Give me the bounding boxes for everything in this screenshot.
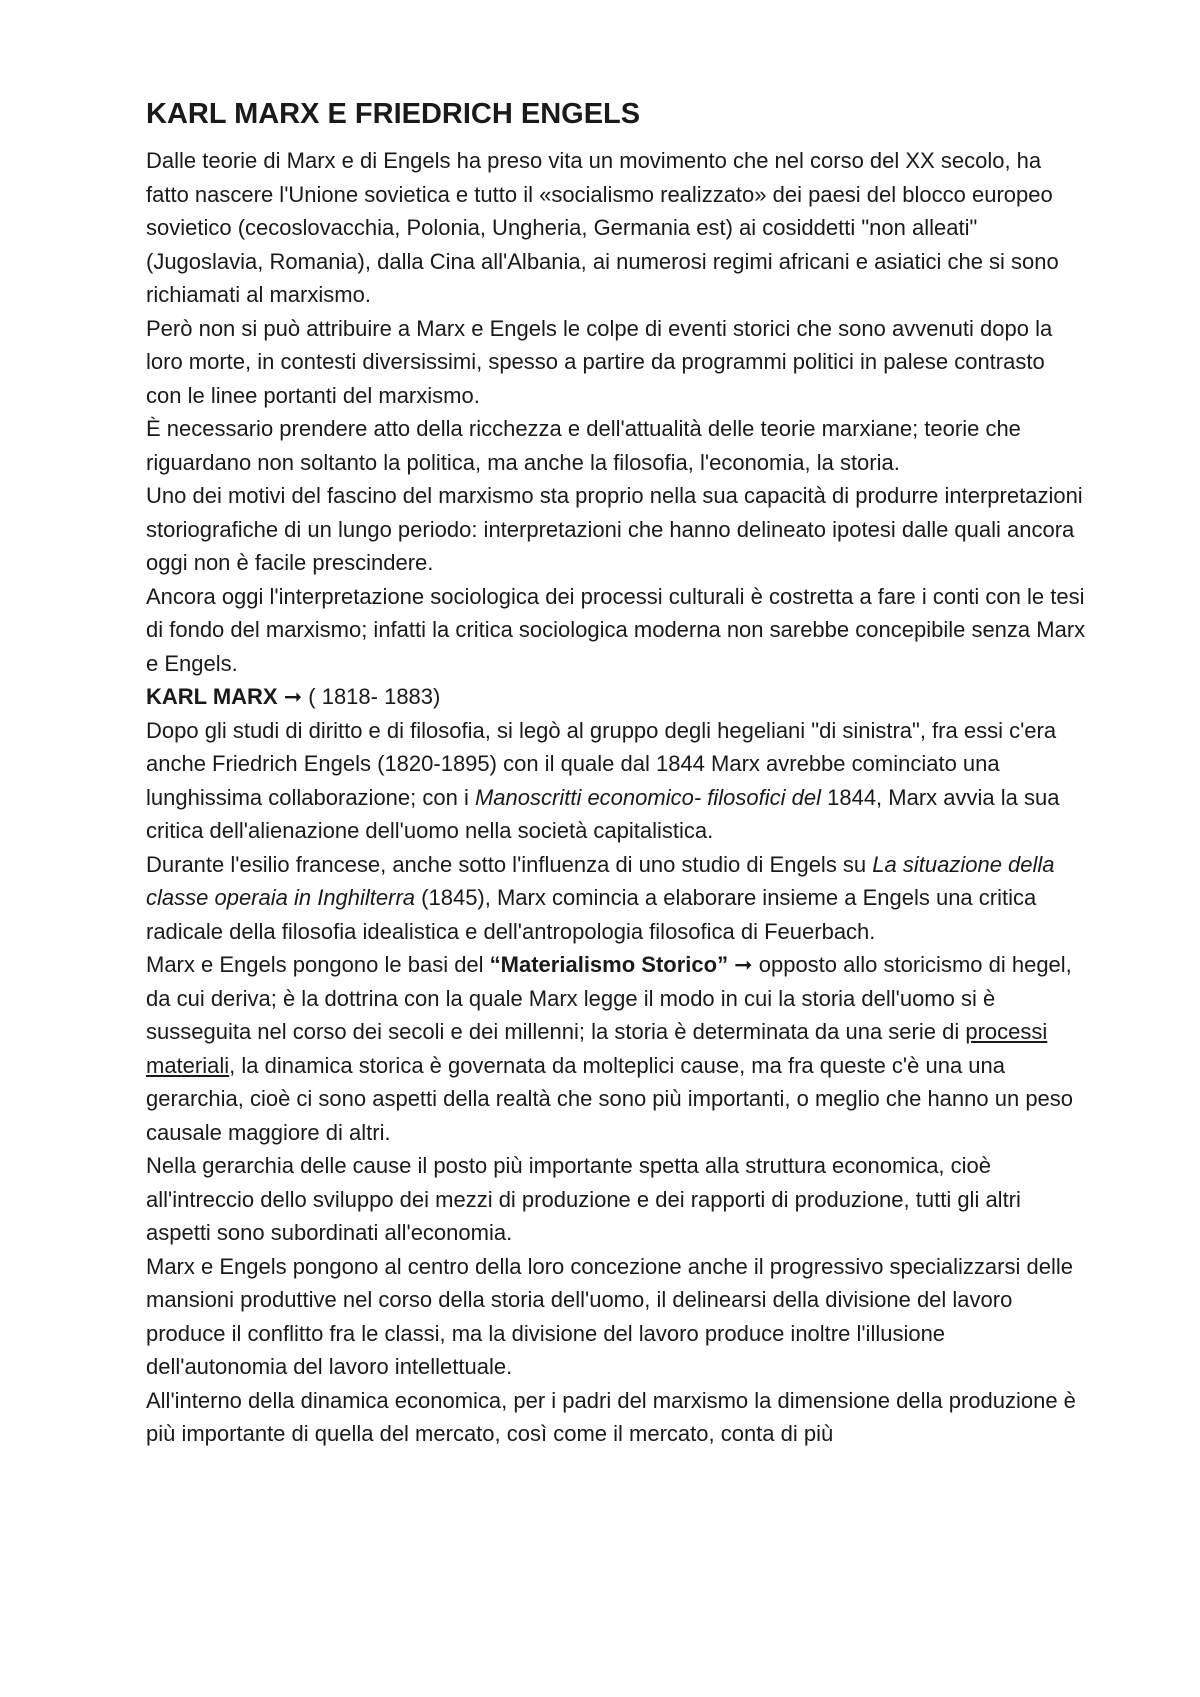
document-page bbox=[146, 92, 1086, 1451]
marx-dates: ( 1818- 1883) bbox=[302, 684, 441, 709]
paragraph-responsibility: Però non si può attribuire a Marx e Engels le colpe di eventi storici che sono avvenuti dopo la loro morte, in contesti diversissimi, spesso a partire da programmi politici in palese contrasto con le linee portanti del marxismo. bbox=[146, 315, 1053, 408]
document-title: KARL MARX E FRIEDRICH ENGELS bbox=[146, 98, 641, 130]
paragraph-production: All'interno della dinamica economica, per i padri del marxismo la dimensione della produzione è più importante di quella del mercato, così come il mercato, conta di più bbox=[146, 1387, 1076, 1446]
arrow-icon: ➞ bbox=[728, 952, 759, 977]
paragraph-intro: Dalle teorie di Marx e di Engels ha preso vita un movimento che nel corso del XX secolo, ha fatto nascere l'Unione sovietica e tutto il «socialismo realizzato» dei paesi del blocco europeo sovietico (cecoslovacchia, Polonia, Ungheria, Germania est) ai cosiddetti "non alleati" (Jugoslavia, Romania), dalla Cina all'Albania, ai numerosi regimi africani e asiatici che si sono richiamati al marxismo. bbox=[146, 148, 1059, 307]
paragraph-fascination: Uno dei motivi del fascino del marxismo sta proprio nella sua capacità di produrre interpretazioni storiografiche di un lungo periodo: interpretazioni che hanno delineato ipotesi dalle quali ancora oggi non è facile prescindere. bbox=[146, 483, 1083, 575]
manuscripts-title: Manoscritti economico- filosofici del bbox=[474, 784, 821, 810]
paragraph-exile-part1: Durante l'esilio francese, anche sotto l'influenza di uno studio di Engels su bbox=[146, 851, 873, 877]
paragraph-exile-part2: (1845), Marx comincia a elaborare insieme a Engels una critica radicale della filosofia idealistica e dell'antropologia filosofica di Feuerbach. bbox=[146, 885, 1037, 944]
paragraph-sociology: Ancora oggi l'interpretazione sociologica dei processi culturali è costretta a fare i conti con le tesi di fondo del marxismo; infatti la critica sociologica moderna non sarebbe concepibile senza Marx e Engels. bbox=[146, 583, 1086, 676]
paragraph-richness: È necessario prendere atto della ricchezza e dell'attualità delle teorie marxiane; teorie che riguardano non soltanto la politica, ma anche la filosofia, l'economia, la storia. bbox=[146, 416, 1021, 475]
paragraph-studies bbox=[146, 714, 1086, 848]
paragraph-materialism-part2: opposto allo storicismo di hegel, da cui deriva; è la dottrina con la quale Marx legge il modo in cui la storia dell'uomo si è susseguita nel corso dei secoli e dei millenni; la storia è determinata da una serie di bbox=[146, 952, 1072, 1044]
arrow-icon: ➞ bbox=[283, 684, 303, 709]
historical-materialism-term: “Materialismo Storico” bbox=[489, 952, 729, 977]
paragraph-materialism-part1: Marx e Engels pongono le basi del bbox=[146, 952, 490, 977]
marx-section-heading bbox=[146, 680, 1086, 714]
paragraph-economic-structure: Nella gerarchia delle cause il posto più importante spetta alla struttura economica, cioè all'intreccio dello sviluppo dei mezzi di produzione e dei rapporti di produzione, tutti gli altri aspetti sono subordinati all'economia. bbox=[146, 1153, 1021, 1245]
working-class-title: La situazione della classe operaia in Inghilterra bbox=[146, 851, 1055, 910]
paragraph-division-of-labor: Marx e Engels pongono al centro della loro concezione anche il progressivo specializzarsi delle mansioni produttive nel corso della storia dell'uomo, il delinearsi della divisione del lavoro produce il conflitto fra le classi, ma la divisione del lavoro produce inoltre l'illusione dell'autonomia del lavoro intellettuale. bbox=[146, 1253, 1073, 1379]
paragraph-materialism-part3: , la dinamica storica è governata da molteplici cause, ma fra queste c'è una una gerarchia, cioè ci sono aspetti della realtà che sono più importanti, o meglio che hanno un peso causale maggiore di altri. bbox=[146, 1052, 1074, 1145]
paragraph-materialism bbox=[146, 948, 1086, 1149]
marx-heading-name: KARL MARX bbox=[146, 684, 278, 709]
paragraph-studies-part2: 1844, Marx avvia la sua critica dell'alienazione dell'uomo nella società capitalistica. bbox=[146, 784, 1060, 843]
paragraph-exile bbox=[146, 848, 1086, 949]
paragraph-studies-part1: Dopo gli studi di diritto e di filosofia, si legò al gruppo degli hegeliani "di sinistra", fra essi c'era anche Friedrich Engels (1820-1895) con il quale dal 1844 Marx avrebbe cominciato una lunghissima collaborazione; con i bbox=[146, 717, 1057, 810]
material-processes-term: processi materiali bbox=[146, 1019, 1048, 1078]
